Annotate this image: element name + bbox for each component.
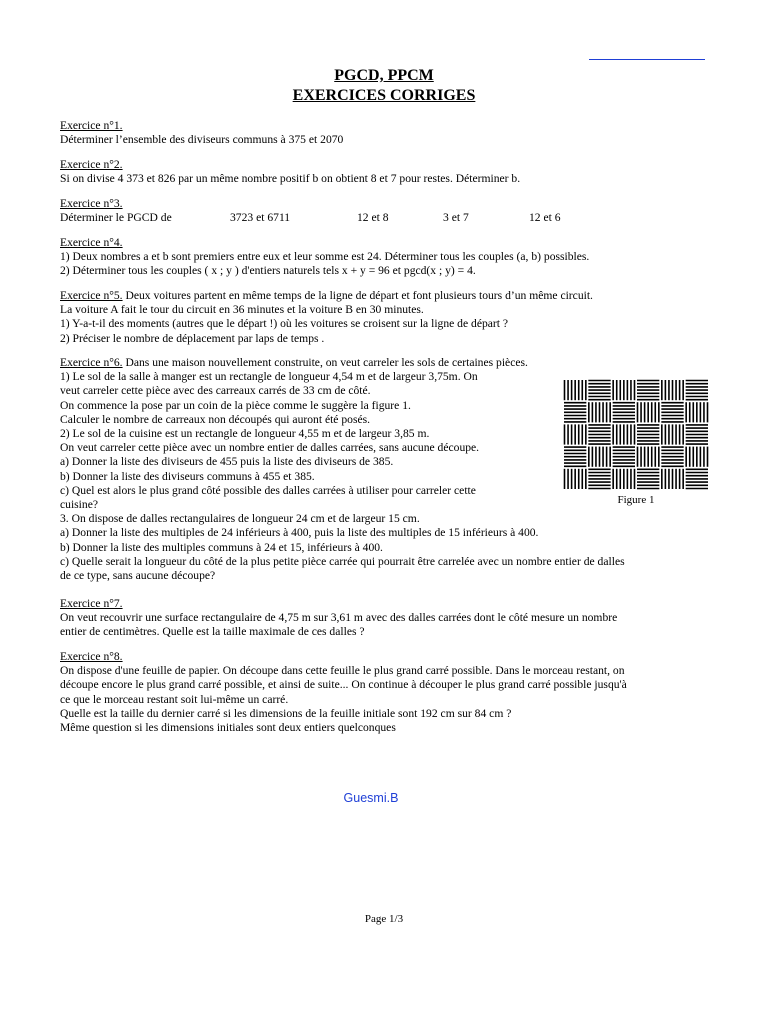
tile <box>565 380 586 400</box>
author-name: Guesmi.B <box>343 791 399 805</box>
page-subtitle: EXERCICES CORRIGES <box>292 87 476 104</box>
tile <box>564 403 586 422</box>
exercise-6-line: veut carreler cette pièce avec des carreaux carrés de 33 cm de côté. <box>60 384 371 398</box>
page-title: PGCD, PPCM <box>334 67 434 84</box>
exercise-6-line: Calculer le nombre de carreaux non découpés qui auront été posés. <box>60 412 371 426</box>
exercise-8-line: découpe encore le plus grand carré possible, et ainsi de suite... On continue à découper le plus grand carré possible jusqu'à <box>60 678 627 692</box>
exercise-8-line: Même question si les dimensions initiales sont deux entiers quelconques <box>60 721 396 735</box>
tile <box>613 380 634 400</box>
exercise-5-heading: Exercice n°5. <box>60 289 123 302</box>
tile <box>589 447 610 467</box>
exercise-5-line: 1) Y-a-t-il des moments (autres que le départ !) où les voitures se croisent sur la ligne de départ ? <box>60 317 509 331</box>
tile <box>661 403 683 422</box>
tile <box>613 469 634 489</box>
tile <box>613 424 634 444</box>
tile <box>661 447 683 466</box>
exercise-6-line: a) Donner la liste des diviseurs de 455 puis la liste des diviseurs de 385. <box>60 455 394 469</box>
tile <box>662 424 683 444</box>
tile <box>686 425 708 444</box>
exercise-6-heading: Exercice n°6. <box>60 356 123 369</box>
tile <box>686 469 708 488</box>
exercise-5-line: 2) Préciser le nombre de déplacement par laps de temps . <box>60 331 325 345</box>
exercise-8-line: Quelle est la taille du dernier carré si les dimensions de la feuille initiale sont 192 cm sur 84 cm ? <box>60 706 512 720</box>
exercise-6-line: de ce type, sans aucune découpe? <box>60 569 216 583</box>
exercise-4-line: 2) Déterminer tous les couples ( x ; y ) d'entiers naturels tels x + y = 96 et pgcd(x ; y) = 4. <box>60 264 476 278</box>
tile <box>686 402 707 422</box>
exercise-3-heading: Exercice n°3. <box>60 197 123 210</box>
exercise-1-heading: Exercice n°1. <box>60 119 123 132</box>
exercise-5 <box>60 289 715 346</box>
exercise-6-line: cuisine? <box>60 498 98 512</box>
exercise-3 <box>60 197 715 225</box>
exercise-2-heading: Exercice n°2. <box>60 158 123 171</box>
tile <box>589 402 610 422</box>
figure-caption: Figure 1 <box>617 494 655 506</box>
exercise-8-line: On dispose d'une feuille de papier. On découpe dans cette feuille le plus grand carré possible. Dans le morceau restant, on <box>60 664 625 678</box>
exercise-6-line: 2) Le sol de la cuisine est un rectangle de longueur 4,55 m et de largeur 3,85 m. <box>60 427 430 441</box>
tile <box>637 469 659 488</box>
exercise-4-line: 1) Deux nombres a et b sont premiers entre eux et leur somme est 24. Déterminer tous les couples (a, b) possibles. <box>60 250 590 264</box>
exercise-8-heading: Exercice n°8. <box>60 650 123 663</box>
tile <box>686 381 708 400</box>
exercise-7-heading: Exercice n°7. <box>60 597 123 610</box>
exercise-1-text: Déterminer l’ensemble des diviseurs communs à 375 et 2070 <box>60 133 344 147</box>
exercise-3-pair: 3 et 7 <box>443 211 469 225</box>
exercise-8 <box>60 650 715 735</box>
exercise-3-pair: 3723 et 6711 <box>230 211 291 225</box>
exercise-5-line: La voiture A fait le tour du circuit en 36 minutes et la voiture B en 30 minutes. <box>60 303 424 317</box>
exercise-3-pair: 12 et 8 <box>357 211 389 225</box>
tile <box>588 425 610 444</box>
exercise-3-pair: 12 et 6 <box>529 211 561 225</box>
tiling-figure <box>563 379 709 490</box>
tile <box>564 447 586 466</box>
tile <box>662 469 683 489</box>
exercise-7 <box>60 597 715 640</box>
exercise-2 <box>60 158 715 186</box>
exercise-4-heading: Exercice n°4. <box>60 236 123 249</box>
exercise-6-line: c) Quel est alors le plus grand côté possible des dalles carrées à utiliser pour carreler cette <box>60 483 476 497</box>
exercise-7-line: On veut recouvrir une surface rectangulaire de 4,75 m sur 3,61 m avec des dalles carrées dont le côté mesure un nombre <box>60 611 618 625</box>
exercise-6-line: 1) Le sol de la salle à manger est un rectangle de longueur 4,54 m et de largeur 3,75m. On <box>60 370 478 384</box>
tile <box>588 381 610 400</box>
exercise-5-intro: Deux voitures partent en même temps de la ligne de départ et font plusieurs tours d’un même circuit. <box>122 289 593 302</box>
tile <box>613 447 635 466</box>
exercise-4 <box>60 236 715 279</box>
exercise-6-line: 3. On dispose de dalles rectangulaires de longueur 24 cm et de largeur 15 cm. <box>60 512 420 526</box>
tile <box>662 380 683 400</box>
tile <box>565 424 586 444</box>
tile <box>613 403 635 422</box>
exercise-6-line: On commence la pose par un coin de la pièce comme le suggère la figure 1. <box>60 398 411 412</box>
exercise-1 <box>60 119 715 147</box>
tile <box>638 402 659 422</box>
tile <box>637 381 659 400</box>
tile <box>638 447 659 467</box>
exercise-7-line: entier de centimètres. Quelle est la taille maximale de ces dalles ? <box>60 625 365 639</box>
exercise-3-intro: Déterminer le PGCD de <box>60 211 172 225</box>
exercise-6-line: On veut carreler cette pièce avec un nombre entier de dalles carrées, sans aucune découpe. <box>60 441 480 455</box>
page-number: Page 1/3 <box>364 913 404 925</box>
tile <box>686 447 707 467</box>
exercise-2-text: Si on divise 4 373 et 826 par un même nombre positif b on obtient 8 et 7 pour restes. Déterminer b. <box>60 172 521 186</box>
exercise-8-line: ce que le morceau restant soit lui-même un carré. <box>60 692 289 706</box>
tile <box>637 425 659 444</box>
exercise-6-intro: Dans une maison nouvellement construite, on veut carreler les sols de certaines pièces. <box>122 356 528 369</box>
exercise-6-line: a) Donner la liste des multiples de 24 inférieurs à 400, puis la liste des multiples de 15 inférieurs à 400. <box>60 526 539 540</box>
exercise-6-line: b) Donner la liste des diviseurs communs à 455 et 385. <box>60 469 315 483</box>
tile <box>565 469 586 489</box>
exercise-6-line: c) Quelle serait la longueur du côté de la plus petite pièce carrée qui pourrait être carrelée avec un nombre entier de dalles <box>60 554 625 568</box>
exercise-6-line: b) Donner la liste des multiples communs à 24 et 15, inférieurs à 400. <box>60 540 383 554</box>
header-rule <box>589 59 705 60</box>
tile <box>588 469 610 488</box>
